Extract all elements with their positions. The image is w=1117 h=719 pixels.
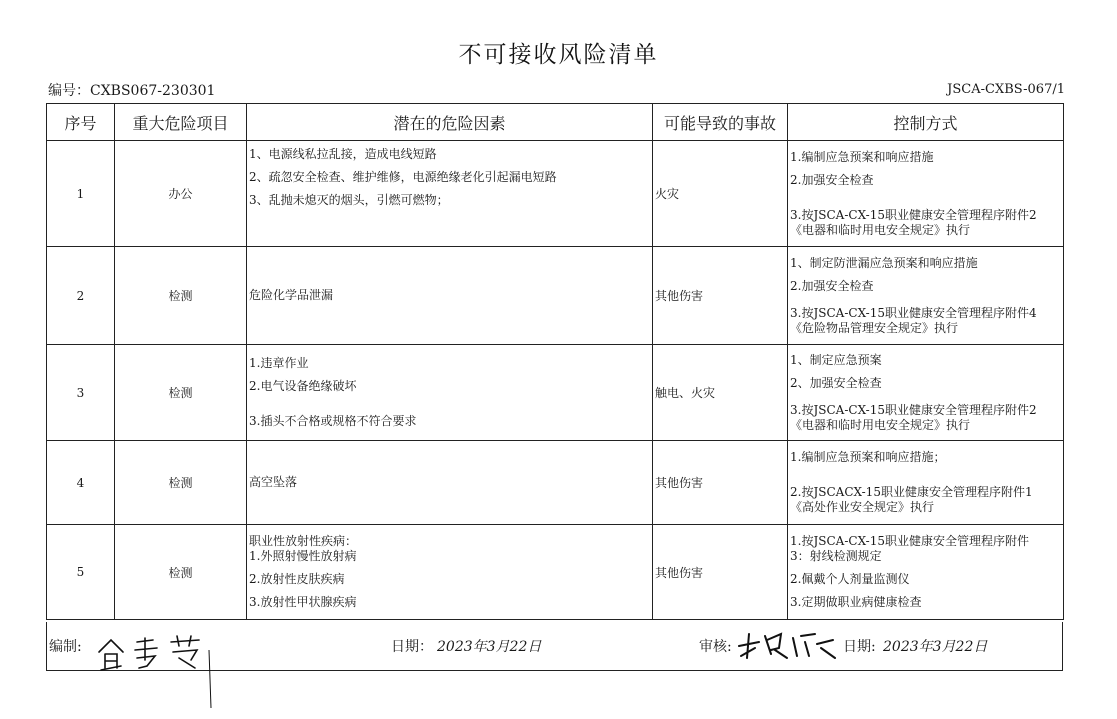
hazard-line: 1.违章作业 [249,356,309,370]
row-controls [788,525,1064,620]
row-accident: 触电、火灾 [653,345,788,441]
serial-value: CXBS067-230301 [90,83,216,99]
row-no: 5 [47,525,115,620]
hazard-line: 1.外照射慢性放射病 [249,549,357,563]
row-item: 检测 [115,247,247,345]
hazard-line: 3.放射性甲状腺疾病 [249,595,357,609]
document-title: 不可接收风险清单 [458,42,659,68]
control-line: 2.按JSCACX-15职业健康安全管理程序附件1 [790,485,1033,499]
serial-number [48,80,215,100]
control-line: 《高处作业安全规定》执行 [790,500,935,514]
editor-date-label: 日期： [391,639,433,655]
control-line: 《电器和临时用电安全规定》执行 [790,417,971,432]
row-accident: 火灾 [653,141,788,247]
row-controls [788,247,1064,345]
row-accident: 其他伤害 [653,441,788,525]
row-hazards [247,525,653,620]
control-line: 3.按JSCA-CX-15职业健康安全管理程序附件2 [790,207,1037,222]
row-accident: 其他伤害 [653,525,788,620]
table-row [47,441,1064,525]
risk-table [46,103,1064,620]
header-item: 重大危险项目 [115,104,247,141]
control-line: 1.编制应急预案和响应措施 [790,149,934,164]
row-hazards [247,441,653,525]
row-item: 办公 [115,141,247,247]
hazard-line: 高空坠落 [249,475,298,489]
control-line: 3.按JSCA-CX-15职业健康安全管理程序附件2 [790,402,1037,417]
form-code: JSCA-CXBS-067/1 [947,82,1065,97]
row-accident: 其他伤害 [653,247,788,345]
reviewer-signature [735,628,841,662]
row-no: 4 [47,441,115,525]
control-line: 2.佩戴个人剂量监测仪 [790,572,910,586]
table-row [47,525,1064,620]
table-row [47,247,1064,345]
row-controls [788,141,1064,247]
row-no: 3 [47,345,115,441]
control-line: 《危险物品管理安全规定》执行 [790,320,959,335]
control-line: 2、加强安全检查 [790,375,882,390]
header-accident: 可能导致的事故 [653,104,788,141]
row-item: 检测 [115,345,247,441]
row-controls [788,441,1064,525]
table-header-row [47,104,1064,141]
reviewer-date: 2023年3月22日 [883,639,988,655]
control-line: 3.按JSCA-CX-15职业健康安全管理程序附件4 [790,305,1037,320]
control-line: 3.定期做职业病健康检查 [790,595,922,609]
control-line: 2.加强安全检查 [790,278,874,293]
control-line: 1.按JSCA-CX-15职业健康安全管理程序附件 [790,534,1030,548]
hazard-line: 1、电源线私拉乱接，造成电线短路 [249,147,437,161]
hazard-line: 3.插头不合格或规格不符合要求 [249,414,417,428]
reviewer-label: 审核: [699,639,732,655]
row-hazards [247,247,653,345]
editor-signature [91,630,221,710]
row-no: 1 [47,141,115,247]
hazard-line: 2.放射性皮肤疾病 [249,572,345,586]
hazard-line: 2.电气设备绝缘破坏 [249,379,357,393]
control-line: 1.编制应急预案和响应措施； [790,450,946,464]
table-row [47,141,1064,247]
control-line: 2.加强安全检查 [790,172,874,187]
row-hazards [247,141,653,247]
header-controls: 控制方式 [788,104,1064,141]
control-line: 《电器和临时用电安全规定》执行 [790,222,971,237]
editor-date: 2023年3月22日 [437,639,542,655]
header-hazards: 潜在的危险因素 [247,104,653,141]
control-line: 3：射线检测规定 [790,549,882,563]
row-controls [788,345,1064,441]
hazard-line: 危险化学品泄漏 [249,288,334,302]
hazard-line: 职业性放射性疾病： [249,534,358,548]
hazard-line: 3、乱抛未熄灭的烟头，引燃可燃物； [249,193,449,207]
serial-label: 编号： [48,83,90,99]
header-no: 序号 [47,104,115,141]
editor-label: 编制: [49,639,82,655]
row-no: 2 [47,247,115,345]
row-hazards [247,345,653,441]
control-line: 1、制定应急预案 [790,352,882,367]
row-item: 检测 [115,525,247,620]
control-line: 1、制定防泄漏应急预案和响应措施 [790,255,978,270]
row-item: 检测 [115,441,247,525]
hazard-line: 2、疏忽安全检查、维护维修，电源绝缘老化引起漏电短路 [249,170,557,184]
table-row [47,345,1064,441]
reviewer-date-label: 日期: [843,639,876,655]
signature-row [46,622,1063,671]
